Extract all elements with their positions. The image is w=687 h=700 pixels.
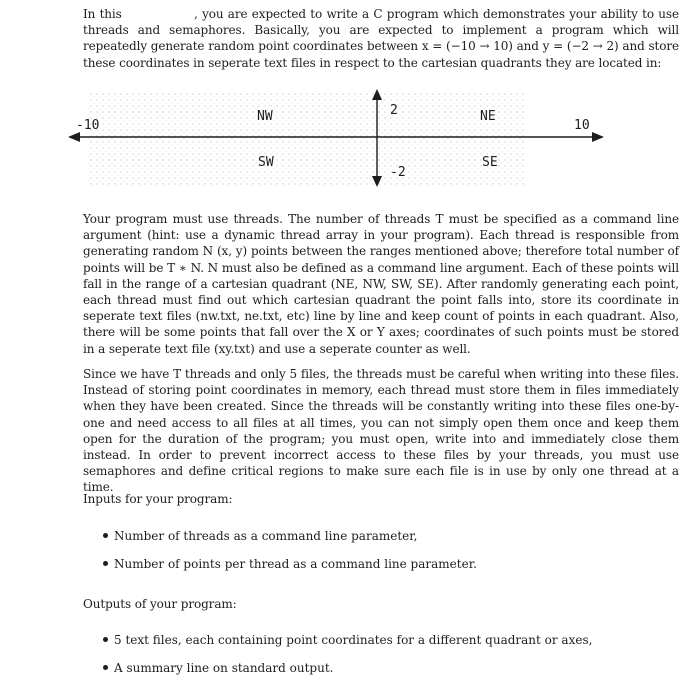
bullet-icon — [103, 533, 108, 538]
y-max-label: 2 — [390, 103, 398, 118]
intro-prefix: In this — [83, 7, 122, 21]
threads-paragraph: Your program must use threads. The number of threads T must be specified as a command line argument (hint: use a dynamic thread array in your program). Each thread is responsible from generating random N (x, y) points between the ranges mentioned above; therefore total number of points will be T ∗ N. N must also be defined as a command line argument. Each of these points will fall in the range of a cartesian quadrant (NE, NW, SW, SE). After randomly generating each point, each thread must find out which cartesian quadrant the point falls into, store its coordinate in seperate text files (nw.txt, ne.txt, etc) line by line and keep count of points in each quadrant. Also, there will be some points that fall over the X or Y axes; coordinates of such points must be stored in a seperate text file (xy.txt) and use a seperate counter as well. — [83, 212, 679, 356]
bullet-icon — [103, 637, 108, 642]
list-item — [83, 632, 679, 648]
list-item — [83, 556, 679, 572]
semaphores-paragraph: Since we have T threads and only 5 files, the threads must be careful when writing into these files. Instead of storing point coordinates in memory, each thread must store them in files immediately when they have been created. Since the threads will be constantly writing into these files one-by-one and need access to all files at all times, you can not simply open them once and keep them open for the duration of the program; you must open, write into and immediately close them instead. In order to prevent incorrect access to these files by your threads, you must use semaphores and define critical regions to make sure each file is in use by only one thread at a time. — [83, 367, 679, 495]
list-item — [83, 660, 679, 676]
list-item-text: Number of points per thread as a command line parameter. — [114, 557, 477, 571]
list-item-text: Number of threads as a command line parameter, — [114, 529, 418, 543]
intro-paragraph — [83, 6, 679, 71]
intro-text: , you are expected to write a C program which demonstrates your ability to use threads and semaphores. Basically, you are expected to implement a program which will repeatedly generate random point coordinates between x = (−10 → 10) and y = (−2 → 2) and store these coordinates in seperate text files in respect to the cartesian quadrants they are located in: — [83, 7, 679, 70]
x-max-label: 10 — [574, 118, 590, 133]
quadrant-label-sw: SW — [258, 155, 274, 170]
x-min-label: -10 — [76, 118, 100, 133]
document-page — [83, 4, 679, 71]
dotted-grid-background — [88, 93, 524, 185]
quadrant-diagram — [66, 87, 618, 191]
inputs-list — [83, 528, 679, 584]
quadrant-label-nw: NW — [257, 109, 273, 124]
quadrant-label-ne: NE — [480, 109, 496, 124]
bullet-icon — [103, 665, 108, 670]
x-axis-left-arrow — [68, 132, 80, 142]
y-min-label: -2 — [390, 165, 406, 180]
x-axis-right-arrow — [592, 132, 604, 142]
outputs-list — [83, 632, 679, 688]
list-item-text: 5 text files, each containing point coordinates for a different quadrant or axes, — [114, 633, 593, 647]
list-item-text: A summary line on standard output. — [114, 661, 334, 675]
outputs-heading: Outputs of your program: — [83, 597, 237, 611]
bullet-icon — [103, 561, 108, 566]
list-item — [83, 528, 679, 544]
quadrant-label-se: SE — [482, 155, 498, 170]
redacted-word — [126, 9, 194, 20]
inputs-heading: Inputs for your program: — [83, 492, 233, 506]
